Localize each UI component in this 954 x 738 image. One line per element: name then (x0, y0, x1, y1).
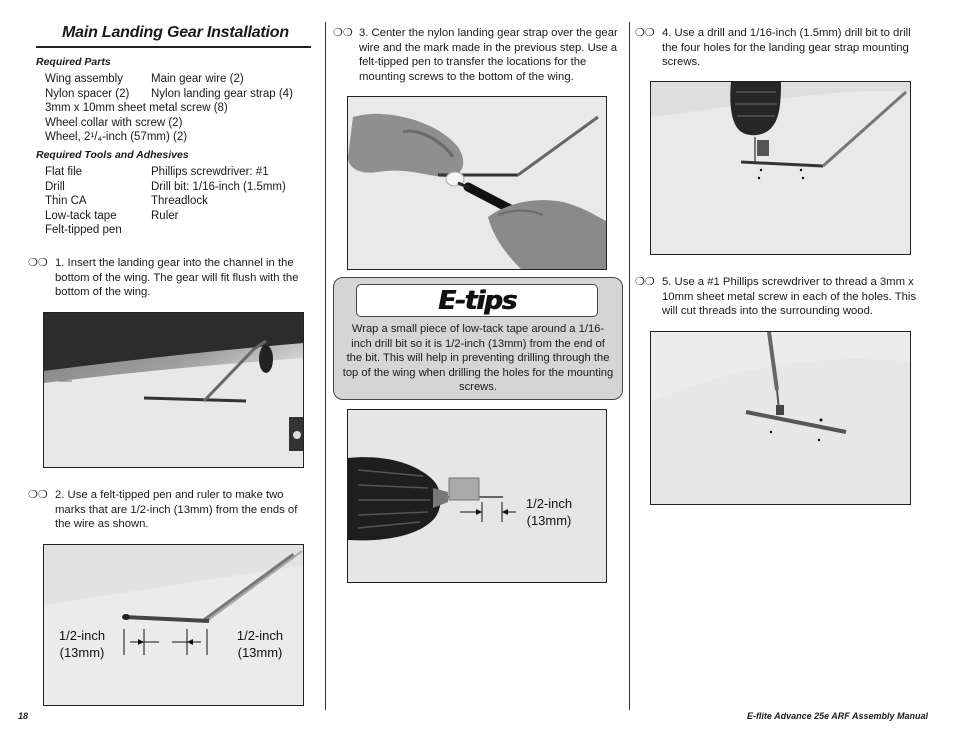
tools-item: Low-tack tape (45, 209, 117, 222)
label-line: (13mm) (526, 513, 572, 528)
section-title: Main Landing Gear Installation (62, 24, 289, 41)
tools-item: Phillips screwdriver: #1 (151, 166, 269, 178)
photo-transfer-locations (347, 96, 607, 270)
parts-item: Wing assembly (45, 73, 123, 85)
tools-item: Threadlock (151, 195, 208, 207)
step-4 (635, 26, 915, 70)
photo-drill-label (514, 495, 584, 529)
page-number: 18 (18, 711, 29, 721)
label-line: (13mm) (237, 645, 283, 660)
checkbox-icon[interactable]: ❍❍ (28, 257, 48, 269)
parts-item: Nylon landing gear strap (4) (151, 87, 293, 100)
checkbox-icon[interactable]: ❍❍ (333, 27, 353, 39)
photo-drilling-holes (650, 81, 911, 255)
label-line: (13mm) (59, 645, 105, 660)
label-line: 1/2-inch (525, 496, 573, 511)
label-line: 1/2-inch (58, 628, 106, 643)
parts-item: Nylon spacer (2) (45, 87, 130, 100)
step-1-text: 1. Insert the landing gear into the channel in the bottom of the wing. The gear will fit flush with the bottom of the wing. (55, 257, 299, 298)
step-5 (635, 275, 920, 319)
title-underline (36, 46, 311, 48)
parts-item: 3mm x 10mm sheet metal screw (8) (45, 102, 228, 114)
tools-item: Thin CA (45, 195, 87, 207)
etips-banner (356, 284, 598, 317)
etips-text: Wrap a small piece of low-tack tape around a 1/16-inch drill bit so it is 1/2-inch (13mm) from the end of the bit. This will help in preventing drilling through the top of the wing when drilling the holes for the mounting screws. (342, 323, 614, 394)
required-tools-heading: Required Tools and Adhesives (36, 149, 189, 161)
footer-title: E-flite Advance 25e ARF Assembly Manual (746, 711, 928, 721)
checkbox-icon[interactable]: ❍❍ (635, 27, 655, 39)
step-5-text: 5. Use a #1 Phillips screwdriver to thread a 3mm x 10mm sheet metal screw in each of the holes. This will cut threads into the surrounding wood. (662, 276, 917, 317)
etips-box (333, 277, 623, 400)
photo-threading-screws (650, 331, 911, 505)
label-line: 1/2-inch (236, 628, 284, 643)
required-parts-heading: Required Parts (36, 56, 111, 68)
photo-drill-bit-tape (347, 409, 607, 583)
column-divider-left (325, 22, 326, 710)
checkbox-icon[interactable]: ❍❍ (28, 489, 48, 501)
tools-item: Felt-tipped pen (45, 224, 122, 236)
tools-item: Drill bit: 1/16-inch (1.5mm) (151, 180, 286, 193)
parts-item: Wheel collar with screw (2) (45, 116, 183, 129)
photo-2-left-label (50, 627, 114, 661)
checkbox-icon[interactable]: ❍❍ (635, 276, 655, 288)
step-3 (333, 26, 623, 84)
column-divider-right (629, 22, 630, 710)
photo-gear-in-channel (43, 312, 304, 468)
step-2-text: 2. Use a felt-tipped pen and ruler to make two marks that are 1/2-inch (13mm) from the ends of the wire as shown. (55, 489, 298, 530)
parts-item: Main gear wire (2) (151, 73, 244, 85)
photo-2-right-label (228, 627, 292, 661)
tools-item: Drill (45, 180, 65, 193)
step-3-text: 3. Center the nylon landing gear strap over the gear wire and the mark made in the previous step. Use a felt-tipped pen to transfer the locations for the mounting screws to the bottom of the wing. (359, 27, 618, 83)
tools-item: Flat file (45, 166, 83, 178)
step-1 (28, 256, 308, 300)
tools-item: Ruler (151, 209, 179, 222)
step-2 (28, 488, 308, 532)
step-4-text: 4. Use a drill and 1/16-inch (1.5mm) drill bit to drill the four holes for the landing gear strap mounting screws. (662, 27, 911, 68)
photo-marking-wire (43, 544, 304, 706)
parts-item: Wheel, 2¹/₄-inch (57mm) (2) (45, 131, 188, 143)
etips-logo: E-tips (438, 285, 516, 316)
